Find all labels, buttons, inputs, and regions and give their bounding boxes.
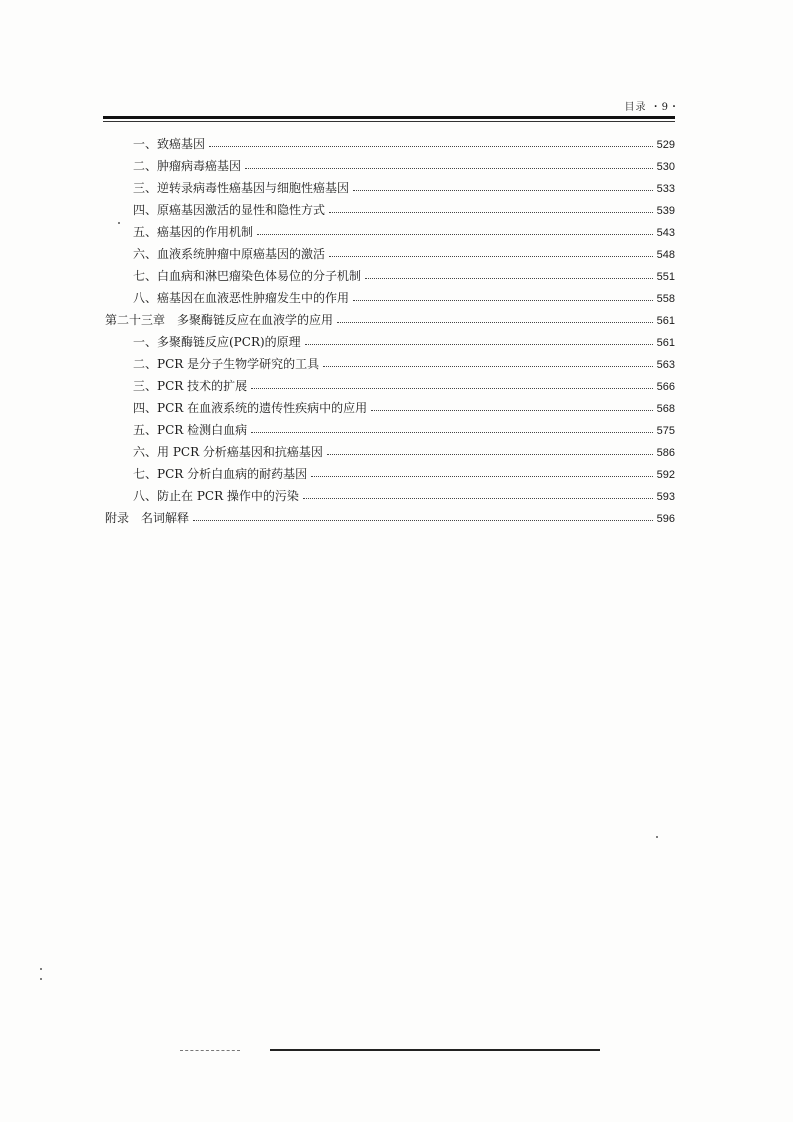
toc-dot-leader (193, 520, 653, 521)
toc-section-entry (103, 441, 675, 463)
toc-dot-leader (329, 256, 653, 257)
toc-entry-title: 一、致癌基因 (133, 137, 206, 151)
scan-speck (118, 222, 120, 224)
toc-page-number: 548 (656, 249, 675, 261)
toc-entry-title: 一、多聚酶链反应(PCR)的原理 (133, 335, 301, 349)
toc-page-number: 568 (656, 403, 675, 415)
toc-section-entry (103, 331, 675, 353)
toc-page-number: 558 (656, 293, 675, 305)
toc-section-entry (103, 287, 675, 309)
header-rule (103, 116, 675, 119)
toc-entry-title: 四、PCR 在血液系统的遗传性疾病中的应用 (133, 401, 368, 415)
toc-dot-leader (303, 498, 653, 499)
toc-dot-leader (337, 322, 653, 323)
toc-page-number: 592 (656, 469, 675, 481)
toc-dot-leader (251, 432, 653, 433)
toc-page-number: 586 (656, 447, 675, 459)
toc-entry-title: 六、血液系统肿瘤中原癌基因的激活 (133, 247, 326, 261)
toc-dot-leader (251, 388, 653, 389)
toc-entry-title: 五、癌基因的作用机制 (133, 225, 254, 239)
toc-page-number: 539 (656, 205, 675, 217)
toc-entry-title: 七、PCR 分析白血病的耐药基因 (133, 467, 308, 481)
toc-chapter-entry (103, 309, 675, 331)
toc-section-entry (103, 199, 675, 221)
toc-section-entry (103, 353, 675, 375)
toc-section-entry (103, 177, 675, 199)
toc-dot-leader (245, 168, 653, 169)
footer-rule (270, 1049, 600, 1051)
toc-entry-title: 七、白血病和淋巴瘤染色体易位的分子机制 (133, 269, 362, 283)
toc-dot-leader (305, 344, 653, 345)
toc-section-entry (103, 375, 675, 397)
toc-section-entry (103, 265, 675, 287)
toc-dot-leader (327, 454, 653, 455)
toc-entry-title: 三、PCR 技术的扩展 (133, 379, 248, 393)
toc-section-entry (103, 463, 675, 485)
toc-dot-leader (311, 476, 653, 477)
toc-chapter-entry (103, 507, 675, 529)
toc-dot-leader (323, 366, 653, 367)
toc-entry-title: 二、肿瘤病毒癌基因 (133, 159, 242, 173)
toc-page-number: 563 (656, 359, 675, 371)
toc-dot-leader (353, 190, 653, 191)
toc-dot-leader (257, 234, 653, 235)
scan-speck (40, 968, 42, 970)
toc-dot-leader (371, 410, 653, 411)
toc-section-entry (103, 221, 675, 243)
toc-dot-leader (353, 300, 653, 301)
table-of-contents (103, 133, 675, 529)
toc-page-number: 551 (656, 271, 675, 283)
running-header: 目录 ・9・ (624, 102, 680, 113)
toc-section-entry (103, 243, 675, 265)
toc-dot-leader (209, 146, 653, 147)
toc-page-number: 561 (656, 337, 675, 349)
toc-page-number: 593 (656, 491, 675, 503)
toc-section-entry (103, 397, 675, 419)
toc-section-entry (103, 155, 675, 177)
toc-page-number: 529 (656, 139, 675, 151)
toc-entry-title: 八、防止在 PCR 操作中的污染 (133, 489, 299, 503)
toc-page-number: 530 (656, 161, 675, 173)
scan-speck (656, 836, 658, 838)
toc-dot-leader (329, 212, 653, 213)
toc-page-number: 561 (656, 315, 675, 327)
toc-entry-title: 第二十三章 多聚酶链反应在血液学的应用 (105, 313, 334, 327)
toc-dot-leader (365, 278, 653, 279)
toc-entry-title: 附录 名词解释 (105, 511, 190, 525)
toc-entry-title: 六、用 PCR 分析癌基因和抗癌基因 (133, 445, 323, 459)
toc-section-entry (103, 485, 675, 507)
toc-page-number: 575 (656, 425, 675, 437)
scan-speck (40, 978, 42, 980)
toc-entry-title: 八、癌基因在血液恶性肿瘤发生中的作用 (133, 291, 350, 305)
toc-section-entry (103, 419, 675, 441)
header-rule-secondary (103, 121, 675, 122)
toc-page-number: 543 (656, 227, 675, 239)
toc-entry-title: 五、PCR 检测白血病 (133, 423, 248, 437)
toc-section-entry (103, 133, 675, 155)
toc-entry-title: 四、原癌基因激活的显性和隐性方式 (133, 203, 326, 217)
toc-entry-title: 三、逆转录病毒性癌基因与细胞性癌基因 (133, 181, 350, 195)
toc-page-number: 596 (656, 513, 675, 525)
toc-page-number: 566 (656, 381, 675, 393)
toc-page-number: 533 (656, 183, 675, 195)
footer-dash-rule (180, 1050, 240, 1051)
toc-entry-title: 二、PCR 是分子生物学研究的工具 (133, 357, 320, 371)
